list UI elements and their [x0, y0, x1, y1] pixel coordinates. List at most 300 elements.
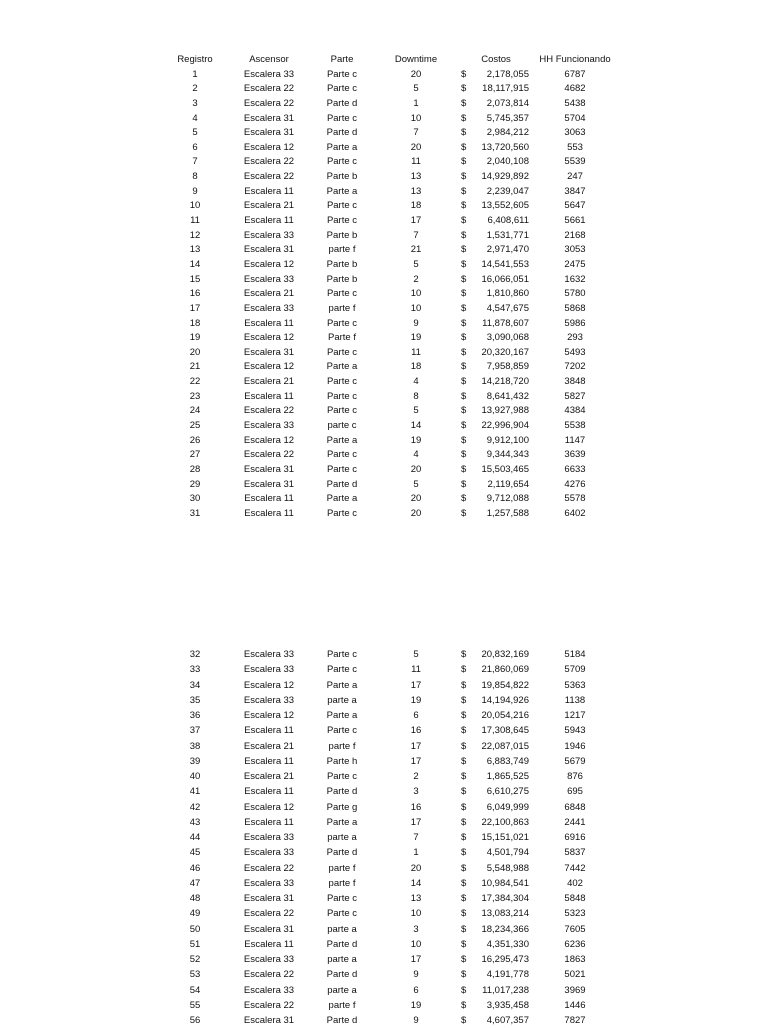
cell-ascensor: Escalera 12 — [243, 679, 295, 691]
cell-parte: Parte a — [326, 493, 358, 505]
cell-parte: Parte c — [326, 405, 358, 417]
cell-parte: Parte a — [326, 816, 358, 828]
cell-ascensor: Escalera 33 — [243, 877, 295, 889]
cell-registro: 5 — [192, 127, 198, 139]
cell-parte: Parte c — [326, 390, 358, 402]
table-row — [0, 1013, 768, 1028]
cell-costo: 22,087,015 — [481, 740, 529, 752]
cell-currency: $ — [461, 847, 467, 859]
cell-hh: 5184 — [564, 649, 586, 660]
cell-hh: 2441 — [564, 816, 586, 828]
cell-parte: Parte c — [326, 215, 358, 227]
cell-costo: 6,049,999 — [486, 801, 529, 813]
cell-downtime: 10 — [410, 112, 422, 124]
cell-ascensor: Escalera 33 — [243, 847, 295, 859]
cell-hh: 6916 — [564, 832, 586, 843]
cell-parte: Parte c — [326, 346, 358, 358]
cell-ascensor: Escalera 22 — [243, 171, 295, 183]
cell-downtime: 11 — [411, 664, 421, 676]
table-row — [0, 937, 768, 952]
table-row — [0, 404, 768, 419]
table-row — [0, 861, 768, 876]
cell-downtime: 17 — [410, 679, 422, 691]
cell-currency: $ — [461, 923, 467, 935]
cell-parte: parte f — [328, 244, 356, 256]
cell-hh: 5943 — [564, 725, 586, 737]
cell-downtime: 20 — [410, 141, 422, 153]
cell-costo: 10,984,541 — [481, 877, 529, 889]
cell-downtime: 17 — [410, 954, 422, 965]
cell-currency: $ — [461, 816, 467, 828]
cell-downtime: 7 — [413, 127, 419, 139]
cell-parte: parte a — [327, 923, 357, 935]
cell-registro: 3 — [192, 97, 198, 109]
cell-hh: 695 — [567, 786, 583, 798]
cell-ascensor: Escalera 31 — [243, 478, 295, 490]
cell-downtime: 10 — [410, 938, 422, 950]
cell-ascensor: Escalera 33 — [243, 984, 295, 996]
cell-ascensor: Escalera 21 — [243, 771, 295, 782]
cell-costo: 4,547,675 — [486, 302, 529, 314]
cell-ascensor: Escalera 12 — [243, 801, 295, 813]
cell-downtime: 5 — [413, 83, 419, 95]
cell-hh: 4384 — [564, 405, 586, 417]
cell-parte: Parte h — [326, 755, 358, 767]
cell-parte: Parte d — [326, 478, 358, 490]
cell-currency: $ — [461, 478, 467, 490]
cell-registro: 17 — [189, 302, 201, 314]
cell-currency: $ — [461, 801, 467, 813]
cell-ascensor: Escalera 12 — [243, 141, 295, 153]
cell-currency: $ — [461, 317, 467, 329]
table-row — [0, 97, 768, 112]
cell-registro: 47 — [189, 877, 201, 889]
cell-registro: 35 — [189, 694, 201, 706]
cell-registro: 13 — [189, 244, 201, 256]
table-row — [0, 800, 768, 815]
cell-hh: 5323 — [564, 908, 586, 920]
cell-costo: 22,996,904 — [481, 420, 529, 432]
header-registro: Registro — [177, 54, 213, 65]
table-row — [0, 229, 768, 244]
cell-parte: Parte c — [326, 664, 358, 676]
cell-parte: Parte d — [326, 1015, 358, 1026]
cell-parte: parte f — [328, 302, 356, 314]
table-row — [0, 141, 768, 156]
cell-parte: Parte d — [326, 127, 358, 139]
cell-downtime: 17 — [410, 816, 422, 828]
cell-registro: 26 — [189, 434, 201, 446]
table-row — [0, 845, 768, 860]
cell-ascensor: Escalera 31 — [243, 463, 295, 475]
cell-currency: $ — [461, 862, 467, 874]
cell-costo: 19,854,822 — [481, 679, 529, 691]
table-row — [0, 273, 768, 288]
cell-registro: 12 — [189, 229, 201, 241]
cell-currency: $ — [461, 679, 467, 691]
cell-ascensor: Escalera 31 — [243, 893, 295, 904]
table-row — [0, 952, 768, 967]
cell-parte: Parte c — [326, 771, 358, 782]
cell-downtime: 7 — [413, 229, 419, 241]
cell-registro: 21 — [189, 361, 201, 373]
cell-ascensor: Escalera 11 — [244, 493, 294, 505]
table-row — [0, 830, 768, 845]
cell-downtime: 18 — [410, 200, 422, 212]
cell-registro: 43 — [189, 816, 201, 828]
cell-downtime: 4 — [413, 449, 419, 461]
cell-costo: 6,408,611 — [487, 215, 529, 227]
cell-hh: 1946 — [564, 740, 586, 752]
cell-parte: Parte d — [326, 97, 358, 109]
table-row — [0, 507, 768, 522]
cell-registro: 18 — [189, 317, 201, 329]
cell-ascensor: Escalera 21 — [243, 376, 295, 388]
cell-currency: $ — [461, 755, 467, 767]
cell-hh: 402 — [567, 877, 583, 889]
cell-ascensor: Escalera 22 — [243, 405, 295, 417]
table-row — [0, 662, 768, 677]
cell-registro: 16 — [189, 288, 201, 300]
cell-currency: $ — [461, 405, 467, 417]
table-row — [0, 68, 768, 83]
cell-parte: Parte b — [326, 229, 358, 241]
cell-ascensor: Escalera 11 — [244, 317, 294, 329]
cell-ascensor: Escalera 31 — [243, 112, 295, 124]
cell-currency: $ — [461, 999, 467, 1011]
table-row — [0, 891, 768, 906]
cell-currency: $ — [461, 664, 467, 676]
cell-costo: 2,040,108 — [486, 156, 529, 168]
cell-ascensor: Escalera 33 — [243, 832, 295, 843]
header-ascensor: Ascensor — [249, 54, 289, 65]
cell-parte: Parte a — [326, 141, 358, 153]
cell-registro: 19 — [189, 332, 201, 344]
cell-parte: Parte c — [326, 649, 358, 660]
cell-ascensor: Escalera 22 — [243, 908, 295, 920]
cell-parte: Parte g — [326, 801, 358, 813]
cell-registro: 22 — [189, 376, 201, 388]
table-row — [0, 647, 768, 662]
cell-costo: 4,191,778 — [486, 969, 529, 981]
cell-costo: 4,607,357 — [486, 1015, 529, 1026]
cell-ascensor: Escalera 12 — [243, 710, 295, 721]
header-hh-funcionando: HH Funcionando — [539, 54, 611, 65]
cell-parte: Parte a — [326, 361, 358, 373]
cell-currency: $ — [461, 449, 467, 461]
cell-parte: Parte c — [326, 449, 358, 461]
cell-costo: 8,641,432 — [486, 390, 529, 402]
cell-registro: 27 — [189, 449, 201, 461]
cell-currency: $ — [461, 710, 467, 721]
cell-ascensor: Escalera 33 — [243, 229, 295, 241]
cell-downtime: 6 — [413, 984, 419, 996]
cell-downtime: 20 — [410, 68, 422, 80]
cell-currency: $ — [461, 346, 467, 358]
cell-registro: 33 — [189, 664, 201, 676]
cell-costo: 13,927,988 — [481, 405, 529, 417]
cell-costo: 17,384,304 — [481, 893, 529, 904]
cell-hh: 2168 — [564, 229, 586, 241]
cell-ascensor: Escalera 22 — [243, 449, 295, 461]
cell-currency: $ — [461, 97, 467, 109]
cell-currency: $ — [461, 938, 467, 950]
cell-downtime: 19 — [410, 332, 422, 344]
cell-ascensor: Escalera 33 — [243, 273, 295, 285]
cell-ascensor: Escalera 11 — [244, 725, 294, 737]
cell-currency: $ — [461, 786, 467, 798]
table-row — [0, 708, 768, 723]
cell-parte: Parte c — [326, 376, 358, 388]
cell-parte: parte c — [327, 420, 357, 432]
cell-parte: parte a — [327, 984, 357, 996]
cell-ascensor: Escalera 31 — [243, 923, 295, 935]
cell-registro: 15 — [189, 273, 201, 285]
cell-parte: parte f — [328, 740, 356, 752]
table-row — [0, 983, 768, 998]
cell-registro: 53 — [189, 969, 201, 981]
cell-costo: 4,351,330 — [486, 938, 529, 950]
cell-registro: 20 — [189, 346, 201, 358]
table-row — [0, 126, 768, 141]
cell-currency: $ — [461, 493, 467, 505]
cell-hh: 5837 — [564, 847, 586, 859]
table-row — [0, 243, 768, 258]
cell-currency: $ — [461, 244, 467, 256]
cell-downtime: 17 — [410, 755, 422, 767]
cell-currency: $ — [461, 141, 467, 153]
cell-costo: 4,501,794 — [486, 847, 529, 859]
cell-ascensor: Escalera 12 — [243, 332, 295, 344]
table-row — [0, 815, 768, 830]
cell-hh: 1147 — [564, 434, 586, 446]
cell-currency: $ — [461, 725, 467, 737]
cell-hh: 5848 — [564, 893, 586, 904]
table-row — [0, 185, 768, 200]
cell-downtime: 21 — [410, 244, 422, 256]
table-row — [0, 346, 768, 361]
table-row — [0, 784, 768, 799]
cell-costo: 22,100,863 — [481, 816, 529, 828]
cell-downtime: 5 — [413, 405, 419, 417]
cell-parte: Parte f — [328, 332, 356, 344]
table-row — [0, 739, 768, 754]
cell-registro: 30 — [189, 493, 201, 505]
cell-downtime: 11 — [411, 156, 421, 168]
cell-downtime: 9 — [413, 1015, 419, 1026]
cell-registro: 7 — [192, 156, 198, 168]
cell-hh: 7827 — [564, 1015, 586, 1026]
cell-hh: 6236 — [564, 938, 586, 950]
cell-costo: 21,860,069 — [481, 664, 529, 676]
table-row — [0, 82, 768, 97]
cell-downtime: 1 — [413, 847, 419, 859]
cell-hh: 5438 — [564, 97, 586, 109]
cell-registro: 32 — [189, 649, 201, 660]
cell-registro: 23 — [189, 390, 201, 402]
table-row — [0, 199, 768, 214]
cell-costo: 9,712,088 — [486, 493, 529, 505]
cell-parte: parte f — [328, 999, 356, 1011]
table-row — [0, 419, 768, 434]
cell-downtime: 3 — [413, 923, 419, 935]
cell-hh: 6848 — [564, 801, 586, 813]
cell-parte: Parte a — [326, 185, 358, 197]
cell-ascensor: Escalera 31 — [243, 127, 295, 139]
cell-hh: 3053 — [564, 244, 586, 256]
cell-hh: 553 — [567, 141, 583, 153]
cell-registro: 38 — [189, 740, 201, 752]
cell-hh: 3847 — [564, 185, 586, 197]
cell-downtime: 10 — [410, 288, 422, 300]
cell-currency: $ — [461, 332, 467, 344]
cell-costo: 6,610,275 — [486, 786, 529, 798]
cell-costo: 15,151,021 — [481, 832, 529, 843]
cell-ascensor: Escalera 12 — [243, 361, 295, 373]
table-row — [0, 390, 768, 405]
cell-hh: 3063 — [564, 127, 586, 139]
cell-costo: 20,054,216 — [481, 710, 529, 721]
cell-registro: 1 — [192, 68, 198, 80]
cell-registro: 34 — [189, 679, 201, 691]
cell-hh: 5827 — [564, 390, 586, 402]
cell-parte: Parte d — [326, 938, 358, 950]
table-block-2 — [0, 647, 768, 1028]
cell-downtime: 9 — [413, 969, 419, 981]
cell-costo: 2,971,470 — [486, 244, 529, 256]
cell-costo: 15,503,465 — [481, 463, 529, 475]
table-row — [0, 331, 768, 346]
cell-currency: $ — [461, 507, 467, 519]
cell-downtime: 20 — [410, 862, 422, 874]
cell-registro: 55 — [189, 999, 201, 1011]
cell-parte: Parte d — [326, 969, 358, 981]
cell-registro: 24 — [189, 405, 201, 417]
cell-currency: $ — [461, 376, 467, 388]
cell-hh: 1446 — [564, 999, 586, 1011]
cell-downtime: 17 — [410, 740, 422, 752]
header-downtime: Downtime — [394, 54, 438, 65]
cell-currency: $ — [461, 156, 467, 168]
cell-hh: 5679 — [564, 755, 586, 767]
cell-parte: Parte c — [326, 463, 358, 475]
cell-registro: 28 — [189, 463, 201, 475]
cell-downtime: 10 — [410, 908, 422, 920]
cell-hh: 6402 — [564, 507, 586, 519]
cell-costo: 18,234,366 — [481, 923, 529, 935]
cell-costo: 14,541,553 — [481, 258, 529, 270]
cell-registro: 37 — [189, 725, 201, 737]
cell-ascensor: Escalera 31 — [243, 346, 295, 358]
cell-hh: 5539 — [564, 156, 586, 168]
cell-downtime: 9 — [413, 317, 419, 329]
cell-hh: 5709 — [564, 664, 586, 676]
cell-registro: 10 — [189, 200, 201, 212]
cell-downtime: 11 — [411, 346, 421, 358]
cell-downtime: 20 — [410, 463, 422, 475]
cell-downtime: 13 — [410, 185, 422, 197]
cell-costo: 1,865,525 — [486, 771, 529, 782]
cell-ascensor: Escalera 11 — [244, 507, 294, 519]
cell-currency: $ — [461, 893, 467, 904]
cell-hh: 1217 — [564, 710, 586, 721]
cell-downtime: 2 — [413, 273, 419, 285]
cell-ascensor: Escalera 12 — [243, 258, 295, 270]
cell-downtime: 8 — [413, 390, 419, 402]
cell-downtime: 13 — [410, 893, 422, 904]
cell-ascensor: Escalera 11 — [244, 215, 294, 227]
cell-ascensor: Escalera 22 — [243, 83, 295, 95]
cell-parte: Parte c — [326, 893, 358, 904]
cell-parte: Parte c — [326, 725, 358, 737]
cell-downtime: 5 — [413, 649, 419, 660]
cell-ascensor: Escalera 11 — [244, 390, 294, 402]
cell-hh: 5578 — [564, 493, 586, 505]
cell-registro: 6 — [192, 141, 198, 153]
cell-downtime: 16 — [410, 725, 422, 737]
cell-ascensor: Escalera 11 — [244, 755, 294, 767]
cell-currency: $ — [461, 273, 467, 285]
cell-downtime: 19 — [410, 694, 422, 706]
cell-registro: 52 — [189, 954, 201, 965]
cell-currency: $ — [461, 649, 467, 660]
cell-ascensor: Escalera 12 — [243, 434, 295, 446]
cell-ascensor: Escalera 31 — [243, 1015, 295, 1026]
cell-registro: 41 — [189, 786, 201, 798]
cell-downtime: 14 — [410, 420, 422, 432]
cell-costo: 20,320,167 — [481, 346, 529, 358]
cell-registro: 44 — [189, 832, 201, 843]
cell-costo: 1,810,860 — [486, 288, 529, 300]
cell-hh: 5661 — [564, 215, 586, 227]
cell-ascensor: Escalera 21 — [243, 200, 295, 212]
cell-costo: 2,073,814 — [486, 97, 529, 109]
cell-currency: $ — [461, 832, 467, 843]
cell-currency: $ — [461, 434, 467, 446]
table-body-1 — [0, 68, 768, 522]
cell-hh: 3969 — [564, 984, 586, 996]
cell-ascensor: Escalera 22 — [243, 969, 295, 981]
header-parte: Parte — [330, 54, 354, 65]
cell-ascensor: Escalera 33 — [243, 302, 295, 314]
cell-registro: 14 — [189, 258, 201, 270]
cell-registro: 49 — [189, 908, 201, 920]
cell-costo: 2,178,055 — [486, 68, 529, 80]
cell-downtime: 7 — [413, 832, 419, 843]
table-row — [0, 287, 768, 302]
table-row — [0, 769, 768, 784]
cell-costo: 16,066,051 — [481, 273, 529, 285]
cell-downtime: 6 — [413, 710, 419, 721]
cell-costo: 3,935,458 — [486, 999, 529, 1011]
cell-ascensor: Escalera 22 — [243, 97, 295, 109]
cell-costo: 1,531,771 — [486, 229, 529, 241]
cell-registro: 11 — [190, 215, 200, 227]
cell-currency: $ — [461, 68, 467, 80]
cell-parte: Parte b — [326, 171, 358, 183]
table-row — [0, 214, 768, 229]
cell-registro: 46 — [189, 862, 201, 874]
cell-costo: 17,308,645 — [481, 725, 529, 737]
cell-ascensor: Escalera 33 — [243, 68, 295, 80]
table-row — [0, 922, 768, 937]
table-body-2 — [0, 647, 768, 1028]
cell-costo: 3,090,068 — [486, 332, 529, 344]
cell-costo: 2,119,654 — [487, 478, 529, 490]
cell-registro: 39 — [189, 755, 201, 767]
cell-hh: 1863 — [564, 954, 586, 965]
cell-currency: $ — [461, 229, 467, 241]
